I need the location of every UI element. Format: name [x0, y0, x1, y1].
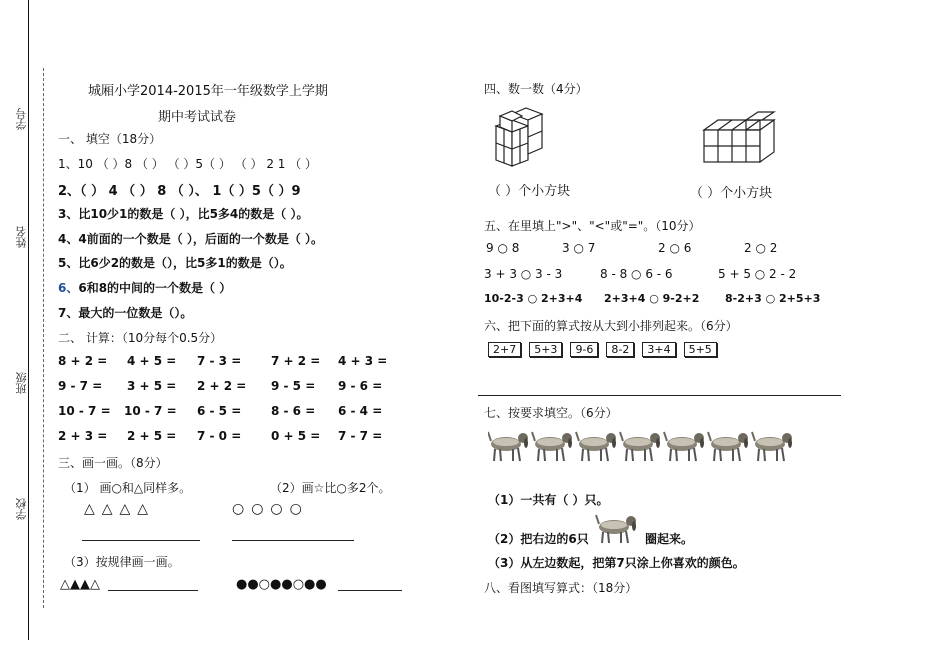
pattern-2-answer-line[interactable]	[338, 590, 402, 591]
calc-item: 6 - 5 =	[197, 404, 242, 418]
fill-task-2-end: 圈起来。	[645, 532, 694, 546]
sort-item: 9-6	[570, 342, 598, 357]
compare-item: 8-2+3 ○ 2+5+3	[725, 292, 821, 305]
sort-item: 5+3	[529, 342, 562, 357]
answer-divider-line	[478, 395, 841, 396]
question-1: 1、10 （ ）8 （ ） （ ）5（ ） （ ） 2 1 （ ）	[58, 157, 318, 171]
calc-item: 4 + 3 =	[338, 354, 388, 368]
calc-item: 2 + 3 =	[58, 429, 108, 443]
question-5: 5、比6少2的数是（），比5多1的数是（）。	[58, 256, 292, 270]
calc-item: 10 - 7 =	[58, 404, 111, 418]
dog-row-image	[488, 426, 798, 469]
question-2: 2、（ ） 4 （ ） 8 （ ）、 1（ ）5（ ）9	[58, 184, 301, 199]
draw-task-2: （2）画☆比○多2个。	[270, 481, 391, 495]
compare-item: 2 ○ 6	[658, 241, 692, 255]
calc-item: 4 + 5 =	[127, 354, 177, 368]
sort-item: 8-2	[606, 342, 634, 357]
school-label: 学校	[15, 498, 28, 520]
calc-item: 0 + 5 =	[271, 429, 321, 443]
exam-title: 城厢小学2014-2015年一年级数学上学期	[88, 84, 328, 99]
compare-item: 5 + 5 ○ 2 - 2	[718, 267, 797, 281]
section5-header: 五、在里填上">"、"<"或"="。（10分）	[484, 219, 701, 233]
calc-item: 7 - 0 =	[197, 429, 242, 443]
calc-item: 9 - 7 =	[58, 379, 103, 393]
answer-line-1[interactable]	[82, 540, 200, 541]
calc-item: 2 + 5 =	[127, 429, 177, 443]
circle-row: ○○○○	[232, 501, 309, 517]
class-label: 班级	[15, 372, 28, 394]
calc-item: 7 + 2 =	[271, 354, 321, 368]
student-no-label: 学号	[15, 108, 28, 130]
calc-item: 9 - 6 =	[338, 379, 383, 393]
dog-icon	[594, 510, 644, 546]
compare-item: 8 - 8 ○ 6 - 6	[600, 267, 673, 281]
draw-task-1: （1） 画○和△同样多。	[64, 481, 192, 495]
sort-item: 3+4	[642, 342, 675, 357]
sort-item: 2+7	[488, 342, 521, 357]
fill-task-1: （1）一共有（ ）只。	[488, 493, 609, 507]
pattern-1: △▲▲△	[60, 577, 100, 592]
compare-item: 3 ○ 7	[562, 241, 596, 255]
calc-item: 6 - 4 =	[338, 404, 383, 418]
draw-task-3: （3）按规律画一画。	[64, 555, 180, 569]
calc-item: 8 - 6 =	[271, 404, 316, 418]
section4-header: 四、数一数（4分）	[484, 82, 588, 96]
fill-task-3: （3）从左边数起，把第7只涂上你喜欢的颜色。	[488, 556, 745, 570]
section2-header: 二、 计算：（10分每个0.5分）	[58, 331, 223, 345]
cube-stack-2-image	[700, 108, 780, 166]
compare-item: 10-2-3 ○ 2+3+4	[484, 292, 583, 305]
question-6	[58, 279, 231, 296]
section7-header: 七、按要求填空。（6分）	[484, 406, 618, 420]
section8-header: 八、看图填写算式：（18分）	[484, 581, 638, 595]
triangle-row: △△△△	[84, 501, 156, 517]
compare-item: 3 + 3 ○ 3 - 3	[484, 267, 563, 281]
question-3: 3、比10少1的数是（ ），比5多4的数是（ ）。	[58, 207, 309, 221]
binding-line	[28, 0, 29, 640]
compare-item: 9 ○ 8	[486, 241, 520, 255]
calc-item: 7 - 3 =	[197, 354, 242, 368]
calc-item: 7 - 7 =	[338, 429, 383, 443]
question-6-text: 6和8的中间的一个数是（ ）	[78, 281, 232, 295]
question-6-number: 6、	[58, 281, 79, 295]
exam-subtitle: 期中考试试卷	[158, 110, 237, 125]
dog-icon-row	[488, 426, 798, 466]
question-4: 4、4前面的一个数是（ ），后面的一个数是（ ）。	[58, 232, 324, 246]
section3-header: 三、画一画。（8分）	[58, 456, 168, 470]
section6-header: 六、把下面的算式按从大到小排列起来。（6分）	[484, 319, 738, 333]
compare-item: 2 ○ 2	[744, 241, 778, 255]
fold-dashed-line	[43, 68, 44, 608]
fill-task-2-start: （2）把右边的6只	[488, 532, 589, 546]
calc-item: 10 - 7 =	[124, 404, 177, 418]
section1-header: 一、 填空（18分）	[58, 132, 162, 146]
count-answer-1: （ ）个小方块	[488, 184, 571, 199]
compare-item: 2+3+4 ○ 9-2+2	[604, 292, 700, 305]
calc-item: 2 + 2 =	[197, 379, 247, 393]
cube-stack-1-image	[490, 100, 550, 168]
question-7: 7、最大的一位数是（）。	[58, 306, 193, 320]
calc-item: 3 + 5 =	[127, 379, 177, 393]
sort-item: 5+5	[684, 342, 717, 357]
sort-items-row	[488, 342, 725, 357]
calc-item: 8 + 2 =	[58, 354, 108, 368]
answer-line-2[interactable]	[232, 540, 354, 541]
name-label: 姓名	[15, 226, 28, 248]
pattern-1-answer-line[interactable]	[108, 590, 198, 591]
calc-item: 9 - 5 =	[271, 379, 316, 393]
count-answer-2: （ ）个小方块	[690, 186, 773, 201]
pattern-2: ●●○●●○●●	[236, 577, 327, 592]
